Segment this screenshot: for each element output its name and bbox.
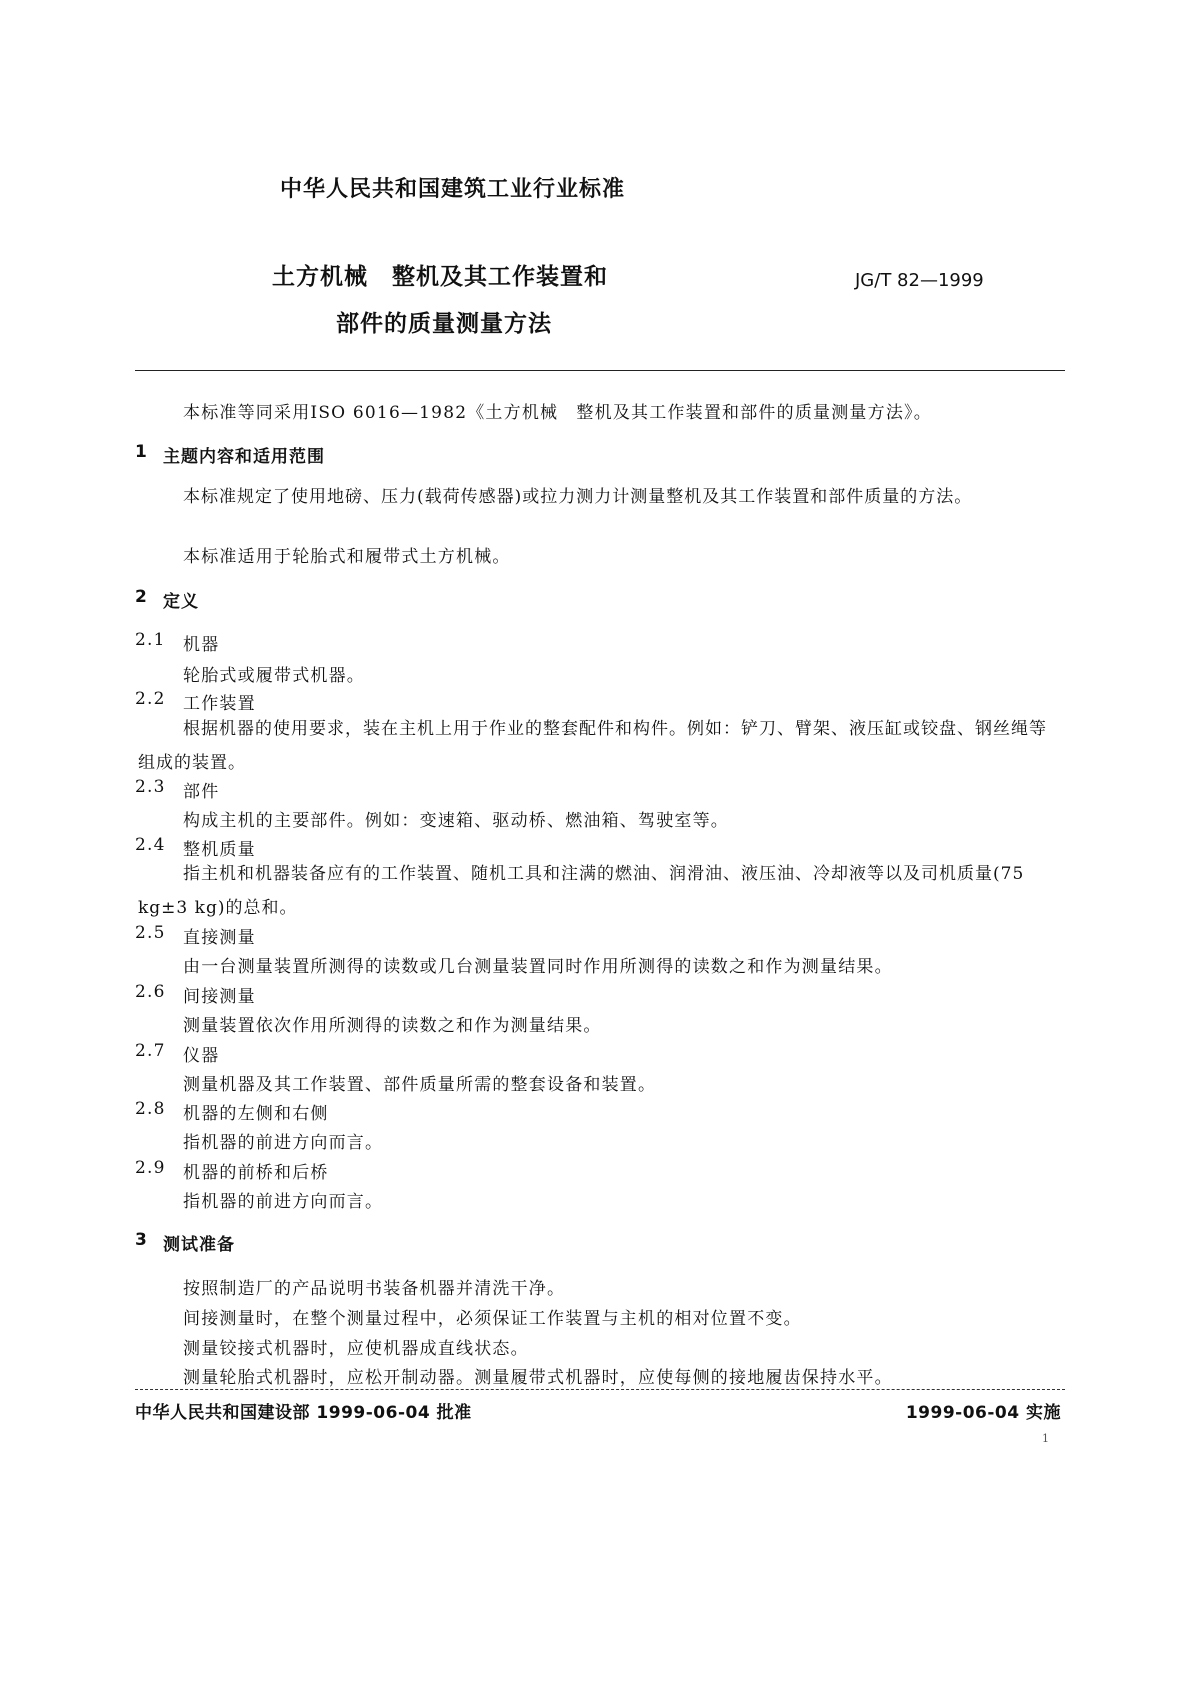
section-3-number: 3 — [135, 1230, 148, 1250]
standard-code: JG/T 82—1999 — [855, 270, 984, 291]
definition-term: 机器的前桥和后桥 — [183, 1163, 329, 1183]
definition-text: 指机器的前进方向而言。 — [183, 1192, 384, 1212]
section-3-title: 测试准备 — [163, 1235, 235, 1255]
approval-line: 中华人民共和国建设部 1999-06-04 批准 — [135, 1403, 472, 1423]
definition-number: 2.9 — [135, 1158, 166, 1178]
definition-number: 2.7 — [135, 1041, 166, 1061]
definition-term: 部件 — [183, 782, 220, 802]
section-2-title: 定义 — [163, 592, 199, 612]
definition-term: 直接测量 — [183, 928, 256, 948]
section-1-paragraph-1: 本标准规定了使用地磅、压力(载荷传感器)或拉力测力计测量整机及其工作装置和部件质量的方法。 — [183, 487, 973, 507]
section-3-line: 按照制造厂的产品说明书装备机器并清洗干净。 — [183, 1279, 566, 1299]
definition-term: 机器的左侧和右侧 — [183, 1104, 329, 1124]
definition-term: 整机质量 — [183, 840, 256, 860]
definition-number: 2.4 — [135, 835, 166, 855]
definition-number: 2.8 — [135, 1099, 166, 1119]
definition-number: 2.2 — [135, 689, 166, 709]
definition-term: 间接测量 — [183, 987, 256, 1007]
header-divider — [135, 370, 1065, 371]
definition-term: 仪器 — [183, 1046, 220, 1066]
section-2-number: 2 — [135, 587, 148, 607]
definition-text: 轮胎式或履带式机器。 — [183, 666, 365, 686]
issuing-organization: 中华人民共和国建筑工业行业标准 — [280, 177, 626, 202]
definition-number: 2.1 — [135, 630, 166, 650]
definition-number: 2.3 — [135, 777, 166, 797]
definition-text: 指主机和机器装备应有的工作装置、随机工具和注满的燃油、润滑油、液压油、冷却液等以及司机质量(75 kg±3 kg)的总和。 — [138, 864, 1025, 918]
definition-text: 测量装置依次作用所测得的读数之和作为测量结果。 — [183, 1016, 602, 1036]
section-3-line: 测量轮胎式机器时，应松开制动器。测量履带式机器时，应使每侧的接地履齿保持水平。 — [183, 1368, 893, 1388]
title-line-2: 部件的质量测量方法 — [336, 311, 552, 337]
definition-term: 机器 — [183, 635, 220, 655]
section-3-line: 间接测量时，在整个测量过程中，必须保证工作装置与主机的相对位置不变。 — [183, 1309, 802, 1329]
definition-number: 2.5 — [135, 923, 166, 943]
section-1-number: 1 — [135, 442, 148, 462]
section-1-paragraph-2: 本标准适用于轮胎式和履带式土方机械。 — [183, 547, 511, 567]
definition-text: 指机器的前进方向而言。 — [183, 1133, 384, 1153]
page-mark: 1 — [1042, 1432, 1051, 1445]
definition-number: 2.6 — [135, 982, 166, 1002]
definition-text: 根据机器的使用要求，装在主机上用于作业的整套配件和构件。例如：铲刀、臂架、液压缸或铰盘、钢丝绳等组成的装置。 — [138, 719, 1047, 773]
footer-divider — [135, 1389, 1065, 1390]
title-line-1: 土方机械 整机及其工作装置和 — [272, 264, 608, 290]
section-1-title: 主题内容和适用范围 — [163, 447, 325, 467]
definition-text: 构成主机的主要部件。例如：变速箱、驱动桥、燃油箱、驾驶室等。 — [183, 811, 729, 831]
section-3-line: 测量铰接式机器时，应使机器成直线状态。 — [183, 1339, 529, 1359]
definition-text: 测量机器及其工作装置、部件质量所需的整套设备和装置。 — [183, 1075, 657, 1095]
implementation-line: 1999-06-04 实施 — [905, 1403, 1061, 1423]
intro-statement: 本标准等同采用ISO 6016—1982《土方机械 整机及其工作装置和部件的质量测量方法》。 — [183, 403, 932, 423]
definition-term: 工作装置 — [183, 694, 256, 714]
definition-text: 由一台测量装置所测得的读数或几台测量装置同时作用所测得的读数之和作为测量结果。 — [183, 957, 893, 977]
